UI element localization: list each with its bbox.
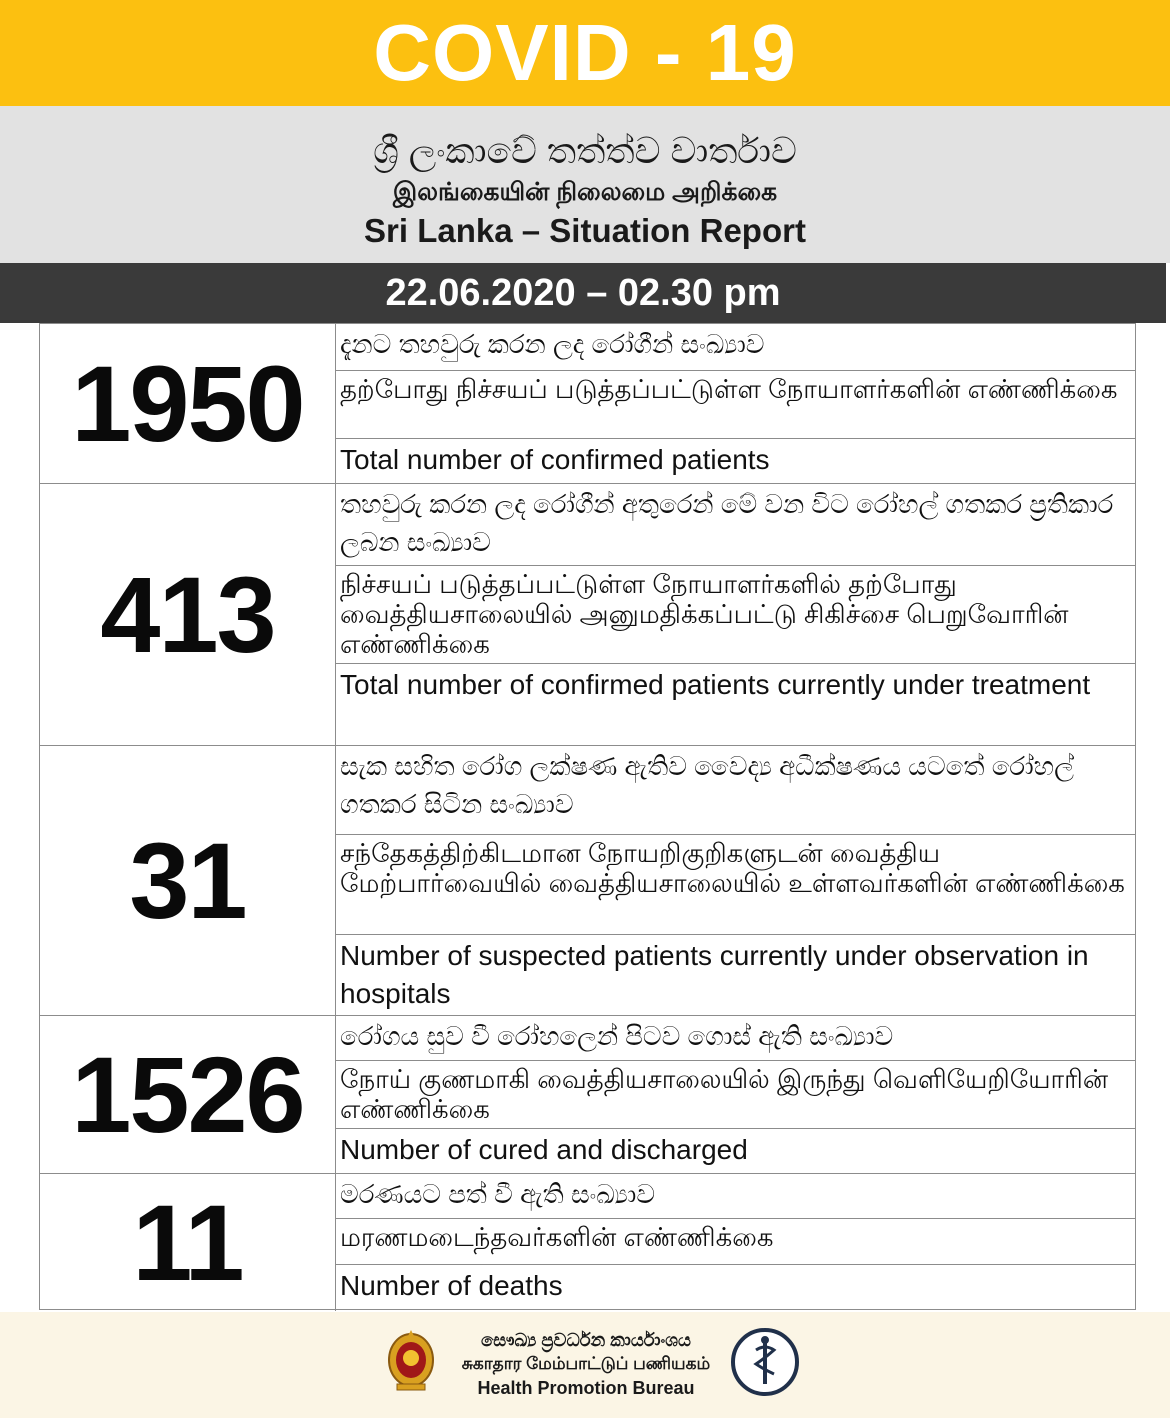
stat-label-sinhala: දැනට තහවුරු කරන ලද රෝගීන් සංඛ්‍යාව [335, 324, 1135, 371]
title-banner [0, 0, 1170, 106]
header-english: Sri Lanka – Situation Report [364, 212, 806, 249]
stat-value: 1526 [40, 1016, 336, 1173]
sri-lanka-emblem-icon [385, 1326, 437, 1403]
stats-table [39, 323, 1136, 1310]
stat-label-english: Total number of confirmed patients [340, 444, 770, 475]
footer-tamil: சுகாதார மேம்பாட்டுப் பணியகம் [461, 1354, 711, 1373]
report-header [0, 106, 1170, 263]
stat-label-sinhala: රෝගය සුව වී රෝහලෙන් පිටව ගොස් ඇති සංඛ්‍යාව [335, 1016, 1135, 1061]
stat-value: 413 [40, 484, 336, 745]
stat-label-english: Number of suspected patients currently under observation in hospitals [340, 940, 1089, 1009]
footer-english: Health Promotion Bureau [477, 1378, 695, 1398]
stat-label-english: Number of deaths [340, 1270, 563, 1301]
page-title: COVID - 19 [373, 8, 797, 97]
stat-label-sinhala: තහවුරු කරන ලද රෝගීන් අතුරෙන් මේ වන විට රෝහල් ගතකර ප්‍රතිකාර ලබන සංඛ්‍යාව [335, 484, 1135, 566]
stat-label-sinhala: මරණයට පත් වී ඇති සංඛ්‍යාව [335, 1174, 1135, 1219]
health-promotion-bureau-logo-icon [728, 1326, 802, 1403]
stat-block-suspected [40, 746, 1135, 1016]
stat-value: 1950 [40, 324, 336, 483]
stat-block-under-treatment [40, 484, 1135, 746]
stat-label-tamil: மரணமடைந்தவர்களின் எண்ணிக்கை [335, 1219, 1135, 1265]
footer [0, 1312, 1170, 1418]
stat-label-english: Number of cured and discharged [340, 1134, 748, 1165]
stat-label-tamil: தற்போது நிச்சயப் படுத்தப்பட்டுள்ள நோயாளர்களின் எண்ணிக்கை [335, 371, 1135, 439]
header-tamil: இலங்கையின் நிலைமை அறிக்கை [392, 178, 778, 206]
stat-block-confirmed [40, 324, 1135, 484]
stat-label-tamil: நிச்சயப் படுத்தப்பட்டுள்ள நோயாளர்களில் தற்போது வைத்தியசாலையில் அனுமதிக்கப்பட்டு சிகிச்சை பெறுவோரின் எண்ணிக்கை [335, 566, 1135, 664]
stat-label-english: Total number of confirmed patients currently under treatment [340, 669, 1091, 700]
stat-value: 11 [40, 1174, 336, 1311]
stat-label-sinhala: සැක සහිත රෝග ලක්ෂණ ඇතිව වෛද්‍ය අධීක්ෂණය යටතේ රෝහල් ගතකර සිටින සංඛ්‍යාව [335, 746, 1135, 835]
stat-value: 31 [40, 746, 336, 1015]
footer-sinhala: සෞඛ්‍ය ප්‍රවර්ධන කාර්යාංශය [481, 1330, 691, 1350]
stat-block-deaths [40, 1174, 1135, 1311]
stat-block-discharged [40, 1016, 1135, 1174]
stat-label-tamil: சந்தேகத்திற்கிடமான நோயறிகுறிகளுடன் வைத்திய மேற்பார்வையில் வைத்தியசாலையில் உள்ளவர்களின் எண்ணிக்கை [335, 835, 1135, 935]
stat-label-tamil: நோய் குணமாகி வைத்தியசாலையில் இருந்து வெளியேறியோரின் எண்ணிக்கை [335, 1061, 1135, 1129]
report-date: 22.06.2020 – 02.30 pm [0, 263, 1166, 323]
header-sinhala: ශ්‍රී ලංකාවේ තත්ත්ව වාර්තාව [373, 130, 797, 171]
